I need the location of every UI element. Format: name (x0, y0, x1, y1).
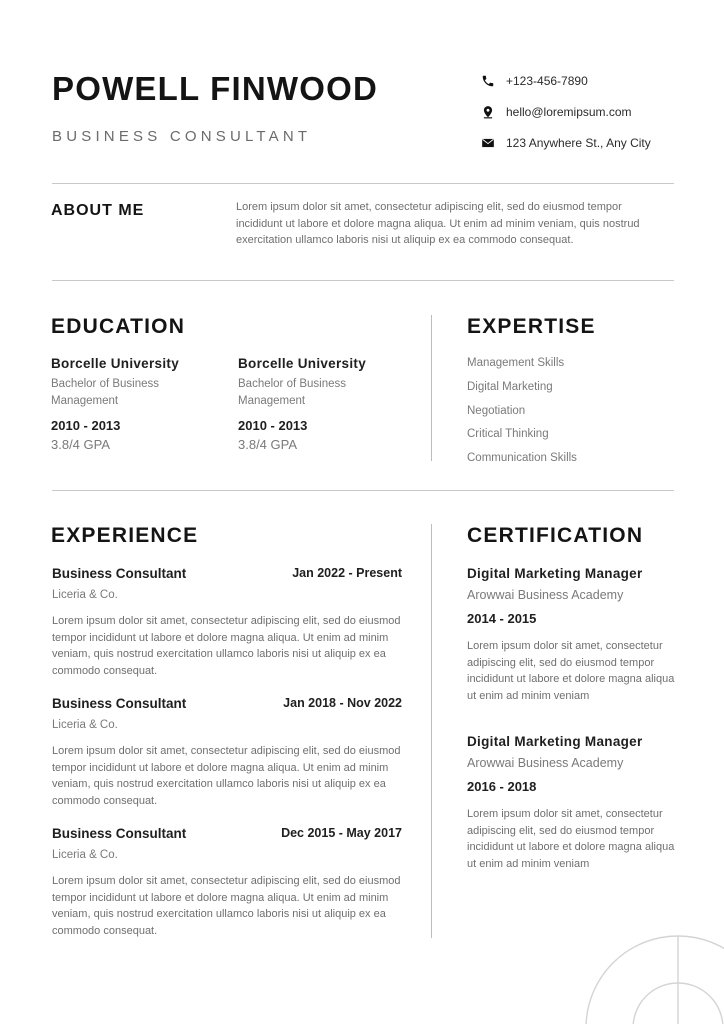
education-heading: EDUCATION (51, 315, 186, 338)
experience-company: Liceria & Co. (52, 849, 118, 861)
divider-about (52, 280, 674, 281)
experience-dates: Jan 2018 - Nov 2022 (283, 696, 402, 710)
expertise-item: Critical Thinking (467, 428, 549, 440)
expertise-heading: EXPERTISE (467, 315, 596, 338)
experience-title: Business Consultant (52, 566, 187, 581)
education-item (51, 356, 221, 452)
certification-years: 2016 - 2018 (467, 779, 537, 794)
certification-title: Digital Marketing Manager (467, 566, 643, 581)
about-text: Lorem ipsum dolor sit amet, consectetur adipiscing elit, sed do eiusmod tempor incididunt ut labore et dolore magna aliqua. Ut enim ad minim veniam, quis nostrud exercitation ullamco laboris nisi ut aliquip ex ea commodo consequat. (236, 201, 640, 246)
location-pin-icon (481, 105, 495, 119)
experience-company: Liceria & Co. (52, 589, 118, 601)
experience-description: Lorem ipsum dolor sit amet, consectetur adipiscing elit, sed do eiusmod tempor incididunt ut labore et dolore magna aliqua. Ut enim ad minim veniam, quis nostrud exercitation ullamco laboris nisi ut aliquip ex ea commodo consequat. (52, 615, 401, 677)
about-heading: ABOUT ME (51, 202, 145, 219)
certification-organization: Arowwai Business Academy (467, 756, 624, 770)
certification-heading: CERTIFICATION (467, 524, 644, 547)
address-text: 123 Anywhere St., Any City (506, 136, 651, 150)
certification-organization: Arowwai Business Academy (467, 588, 624, 602)
education-degree: Bachelor of Business Management (238, 378, 347, 407)
decorative-circles (560, 920, 724, 1024)
certification-title: Digital Marketing Manager (467, 734, 643, 749)
phone-icon (481, 74, 495, 88)
education-years: 2010 - 2013 (51, 418, 121, 433)
certification-description: Lorem ipsum dolor sit amet, consectetur adipiscing elit, sed do eiusmod tempor incididunt ut labore et dolore magna aliqua ut enim ad minim veniam (467, 640, 675, 702)
vertical-divider-education (431, 315, 432, 461)
experience-description: Lorem ipsum dolor sit amet, consectetur adipiscing elit, sed do eiusmod tempor incididunt ut labore et dolore magna aliqua. Ut enim ad minim veniam, quis nostrud exercitation ullamco laboris nisi ut aliquip ex ea commodo consequat. (52, 745, 401, 807)
vertical-divider-experience (431, 524, 432, 938)
expertise-item: Negotiation (467, 405, 526, 417)
experience-company: Liceria & Co. (52, 719, 118, 731)
expertise-item: Management Skills (467, 357, 565, 369)
experience-dates: Dec 2015 - May 2017 (281, 826, 402, 840)
candidate-name: POWELL FINWOOD (52, 70, 378, 107)
education-degree: Bachelor of Business Management (51, 378, 160, 407)
expertise-item: Digital Marketing (467, 381, 553, 393)
experience-dates: Jan 2022 - Present (292, 566, 402, 580)
certification-years: 2014 - 2015 (467, 611, 537, 626)
divider-top (52, 183, 674, 184)
education-gpa: 3.8/4 GPA (51, 437, 111, 452)
contact-email (481, 105, 632, 119)
phone-text: +123-456-7890 (506, 74, 588, 88)
education-item (238, 356, 408, 452)
education-gpa: 3.8/4 GPA (238, 437, 298, 452)
envelope-icon (481, 136, 495, 150)
experience-title: Business Consultant (52, 826, 187, 841)
education-institution: Borcelle University (51, 356, 180, 371)
job-title: BUSINESS CONSULTANT (52, 128, 312, 145)
certification-description: Lorem ipsum dolor sit amet, consectetur adipiscing elit, sed do eiusmod tempor incididunt ut labore et dolore magna aliqua ut enim ad minim veniam (467, 808, 675, 870)
experience-heading: EXPERIENCE (51, 524, 199, 547)
experience-description: Lorem ipsum dolor sit amet, consectetur adipiscing elit, sed do eiusmod tempor incididunt ut labore et dolore magna aliqua. Ut enim ad minim veniam, quis nostrud exercitation ullamco laboris nisi ut aliquip ex ea commodo consequat. (52, 875, 401, 937)
email-text: hello@loremipsum.com (506, 105, 632, 119)
contact-address (481, 136, 651, 150)
experience-title: Business Consultant (52, 696, 187, 711)
expertise-item: Communication Skills (467, 452, 577, 464)
education-years: 2010 - 2013 (238, 418, 308, 433)
education-institution: Borcelle University (238, 356, 367, 371)
contact-phone (481, 74, 588, 88)
divider-middle (52, 490, 674, 491)
